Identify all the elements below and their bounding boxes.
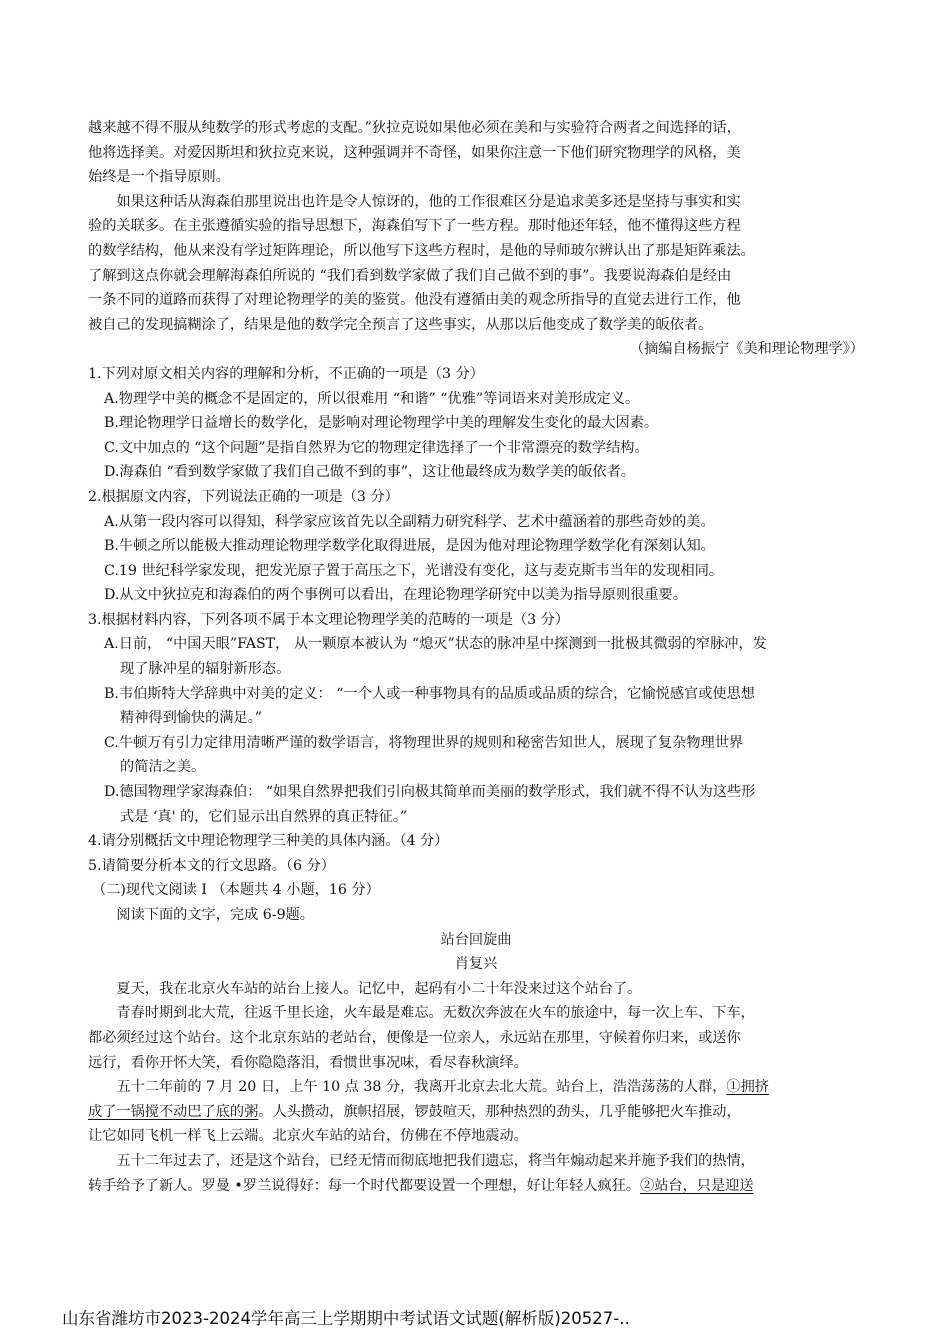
- text-line: 五十二年前的 7 月 20 日，上午 10 点 38 分，我离开北京去北大荒。站台上，浩浩荡荡的人群，: [116, 1079, 727, 1096]
- text-line: 如果这种话从海森伯那里说出也许是令人惊讶的，他的工作很难区分是追求美多还是坚持与事实和实: [116, 193, 741, 210]
- reading-instruction: 阅读下面的文字，完成 6-9题。: [116, 907, 314, 923]
- question-3-stem: 3.根据材料内容，下列各项不属于本文理论物理学美的范畴的一项是（3 分）: [88, 611, 570, 628]
- question-3-option-c-cont: 的简洁之美。: [120, 759, 206, 776]
- question-3-option-b-cont: 精神得到愉快的满足。”: [120, 710, 263, 727]
- question-3-option-b: B.韦伯斯特大学辞典中对美的定义： “一个人或一种事物具有的品质或品质的综合，它愉悦感官或使思想: [104, 685, 755, 702]
- question-5: 5.请简要分析本文的行文思路。（6 分）: [88, 857, 335, 874]
- text-line: 。人头攒动，旗帜招展，锣鼓喧天，那种热烈的劲头，几乎能够把火车推动，: [258, 1103, 741, 1120]
- source-citation: （摘编自杨振宁《美和理论物理学》）: [629, 341, 864, 358]
- text-line: 越来越不得不服从纯数学的形式考虑的支配。”狄拉克说如果他必须在美和与实验符合两者之间选择的话，: [88, 120, 741, 136]
- text-line: 青春时期到北大荒，往返千里长途，火车最是难忘。无数次奔波在火车的旅途中，每一次上车、下车，: [116, 1005, 755, 1022]
- question-2-option-b: B.牛顿之所以能极大推动理论物理学数学化取得进展，是因为他对理论物理学数学化有深刻认知。: [104, 538, 715, 555]
- text-line: 的数学结构，他从来没有学过矩阵理论，所以他写下这些方程时，是他的导师玻尔辨认出了那是矩阵乘法。: [88, 242, 755, 259]
- article-paragraph-4: [88, 1149, 864, 1198]
- article-author: 肖复兴: [454, 956, 498, 973]
- text-line: 了解到这点你就会理解海森伯所说的 “我们看到数学家做了我们自己做不到的事”。我要说海森伯是经由: [88, 267, 732, 284]
- question-1-option-c: C.文中加点的 “这个问题”是指自然界为它的物理定律选择了一个非常漂亮的数学结构。: [104, 439, 649, 456]
- text-line: 都必须经过这个站台。这个北京东站的老站台，便像是一位亲人，永远站在那里，守候着你归来，或送你: [88, 1029, 741, 1046]
- text-line: 被自己的发现搞糊涂了，结果是他的数学完全预言了这些事实，从那以后他变成了数学美的皈依者。: [88, 316, 713, 333]
- underlined-sentence-1-cont: 成了一锅搅不动巴了底的粥: [88, 1103, 259, 1120]
- article-paragraph-2: [88, 1001, 864, 1075]
- article-paragraph-3: [88, 1075, 864, 1149]
- paragraph-heisenberg: [88, 190, 864, 338]
- paragraph-continuation: [88, 116, 864, 190]
- question-1-option-d: D.海森伯 “看到数学家做了我们自己做不到的事”，这让他最终成为数学美的皈依者。: [104, 464, 635, 481]
- question-1-option-a: A.物理学中美的概念不是固定的，所以很难用 “和谐” “优雅”等词语来对美形成定义。: [104, 390, 640, 407]
- question-3-option-d: D.德国物理学家海森伯： “如果自然界把我们引向极其简单而美丽的数学形式，我们就不得不认为这些形: [104, 784, 756, 801]
- text-line: 远行，看你开怀大笑，看你隐隐落泪，看惯世事况味，看尽春秋演绎。: [88, 1054, 528, 1071]
- text-line: 验的关联多。在主张遵循实验的指导思想下，海森伯写下了一些方程。那时他还年轻，他不懂得这些方程: [88, 218, 741, 235]
- question-2-stem: 2.根据原文内容，下列说法正确的一项是（3 分）: [88, 488, 399, 505]
- document-footer-title: 山东省潍坊市2023-2024学年高三上学期期中考试语文试题(解析版)20527-..: [62, 1309, 630, 1328]
- underlined-sentence-1: ①拥挤: [726, 1079, 769, 1096]
- section-heading: （二)现代文阅读 I （本题共 4 小题，16 分）: [92, 882, 380, 899]
- text-line: 始终是一个指导原则。: [88, 169, 230, 186]
- text-line: 他将选择美。对爱因斯坦和狄拉克来说，这种强调并不奇怪，如果你注意一下他们研究物理学的风格，美: [88, 144, 741, 161]
- question-3-option-a-cont: 现了脉冲星的辐射新形态。: [120, 661, 291, 678]
- question-3-option-d-cont: 式是 ‘真' 的，它们显示出自然界的真正特征。”: [120, 808, 408, 825]
- question-3-option-a: A.日前， “中国天眼”FAST， 从一颗原本被认为 “熄灭”状态的脉冲星中探测到一批极其微弱的窄脉冲，发: [104, 636, 767, 653]
- underlined-sentence-2: ②站台，只是迎送: [640, 1177, 754, 1194]
- question-1-stem: 1.下列对原文相关内容的理解和分析，不正确的一项是（3 分）: [88, 365, 484, 382]
- text-line: 让它如同飞机一样飞上云端。北京火车站的站台，仿佛在不停地震动。: [88, 1128, 528, 1145]
- document-page: [88, 116, 864, 1198]
- text-line: 转手给予了新人。罗曼 •罗兰说得好：每一个时代都要设置一个理想，好让年轻人疯狂。: [88, 1177, 641, 1194]
- article-paragraph-1: 夏天，我在北京火车站的站台上接人。记忆中，起码有小二十年没来过这个站台了。: [116, 980, 642, 997]
- question-1-option-b: B.理论物理学日益增长的数学化，是影响对理论物理学中美的理解发生变化的最大因素。: [104, 415, 659, 432]
- question-4: 4.请分别概括文中理论物理学三种美的具体内涵。（4 分）: [88, 833, 449, 850]
- text-line: 五十二年过去了，还是这个站台，已经无情而彻底地把我们遗忘，将当年煽动起来并施予我们的热情，: [116, 1152, 755, 1169]
- question-2-option-a: A.从第一段内容可以得知，科学家应该首先以全副精力研究科学、艺术中蕴涵着的那些奇妙的美。: [104, 513, 715, 530]
- article-title: 站台回旋曲: [440, 931, 512, 948]
- question-2-option-c: C.19 世纪科学家发现，把发光原子置于高压之下，光谱没有变化，这与麦克斯韦当年的发现相同。: [104, 562, 724, 579]
- question-3-option-c: C.牛顿万有引力定律用清晰严谨的数学语言，将物理世界的规则和秘密告知世人，展现了复杂物理世界: [104, 734, 744, 751]
- question-2-option-d: D.从文中狄拉克和海森伯的两个事例可以看出，在理论物理学研究中以美为指导原则很重要。: [104, 587, 687, 604]
- text-line: 一条不同的道路而获得了对理论物理学的美的鉴赏。他没有遵循由美的观念所指导的直觉去进行工作，他: [88, 292, 741, 309]
